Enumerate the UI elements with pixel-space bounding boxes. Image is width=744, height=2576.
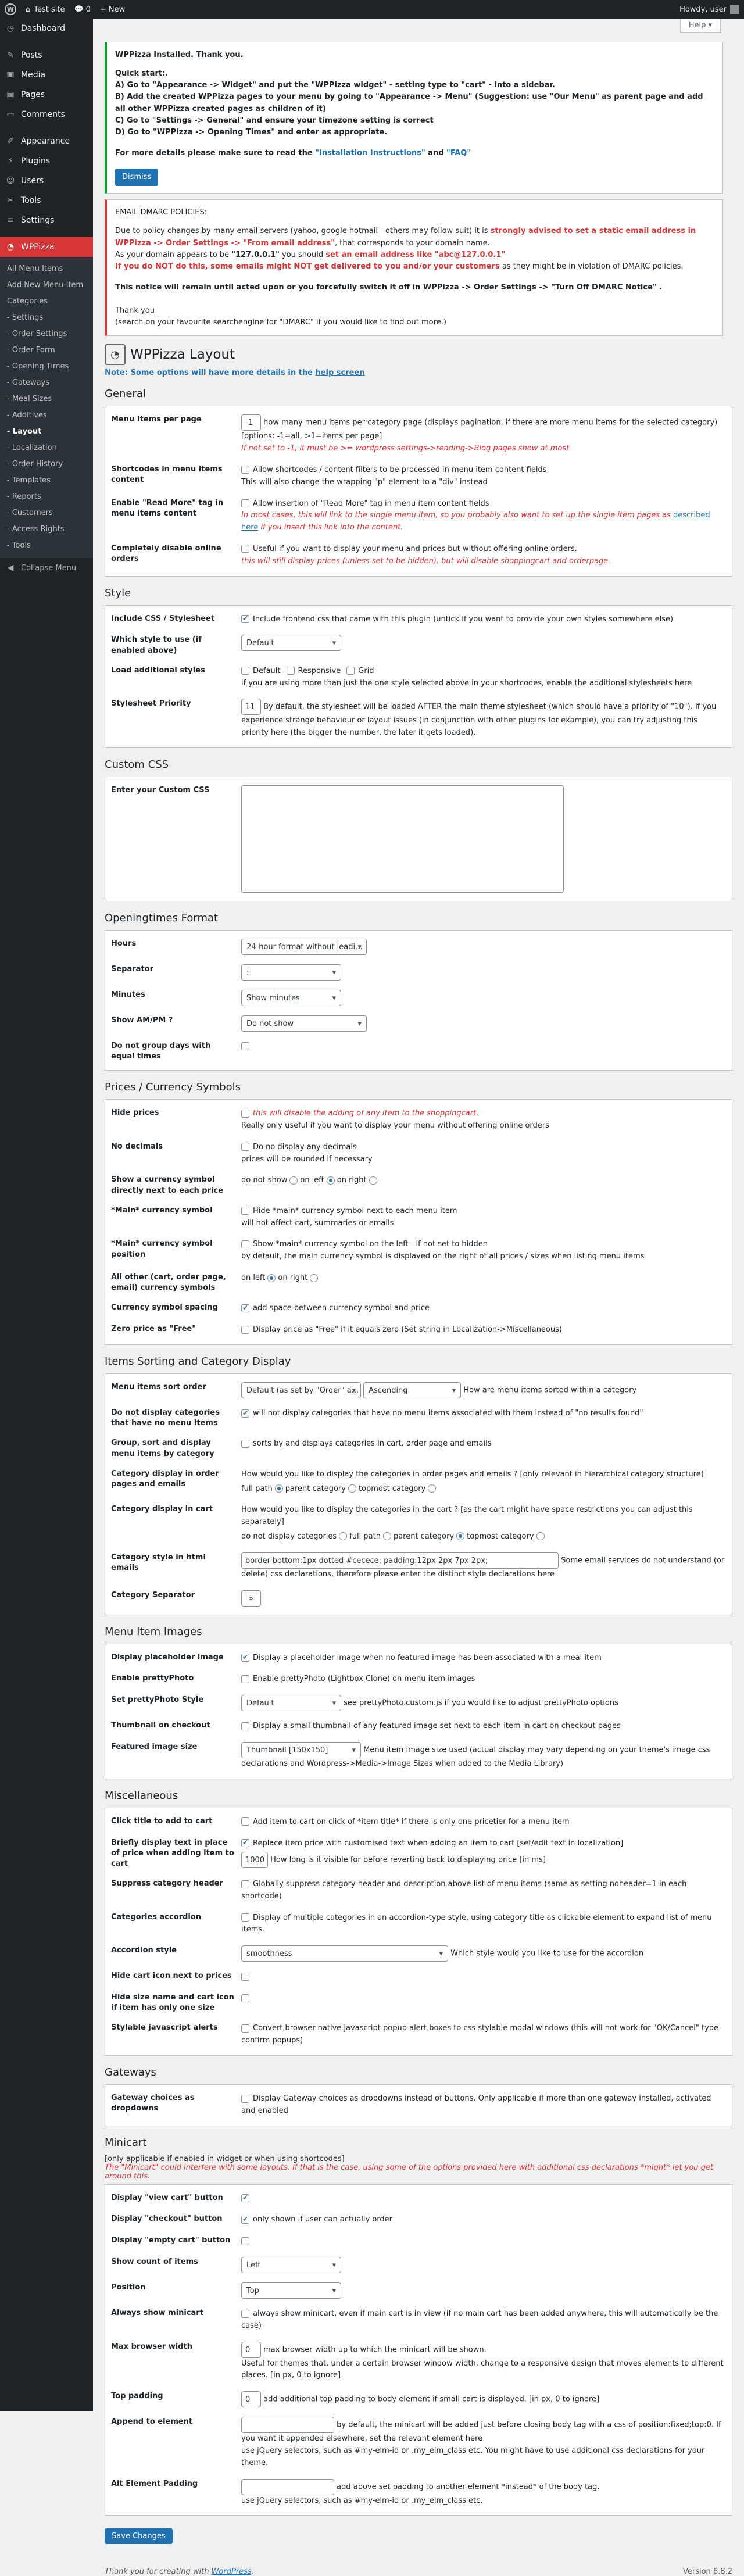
menu-tools[interactable]: ✂ Tools	[0, 191, 93, 210]
catcart-fullpath-radio[interactable]	[383, 1532, 391, 1540]
submenu-add-new-menu-item[interactable]: Add New Menu Item	[7, 281, 84, 289]
menu-settings[interactable]: ≡ Settings	[0, 210, 93, 230]
shortcodes-checkbox[interactable]	[241, 466, 249, 474]
hide-prices-checkbox[interactable]	[241, 1110, 249, 1118]
menu-media[interactable]: ▣ Media	[0, 65, 93, 85]
admin-footer	[105, 2567, 732, 2576]
collapse-menu-button[interactable]: ◀ Collapse Menu	[0, 558, 93, 578]
collapse-icon: ◀	[7, 563, 14, 573]
separator-select[interactable]: : ▾	[241, 964, 341, 981]
category-style-input[interactable]: border-bottom:1px dotted #cecece; padding:12px 2px 7px 2px;	[241, 1552, 559, 1569]
quickstart-step-b: B) Add the created WPPizza pages to your menu by going to "Appearance -> Menu" (Suggestion: use "Our Menu" as parent page and add all other WPPizza created pages as children of it)	[115, 92, 703, 113]
submenu-tools[interactable]: - Tools	[7, 541, 31, 550]
prettyphoto-checkbox[interactable]	[241, 1675, 249, 1683]
comment-icon: 💬	[74, 5, 84, 14]
minicart-note-2: The "Minicart" could interfere with some layouts. If that is the case, using some of the options provided here with additional css declarations *might* let you get around this.	[105, 2163, 713, 2181]
openingtimes-heading: Openingtimes Format	[105, 911, 219, 924]
submenu-layout[interactable]: - Layout	[7, 427, 42, 436]
footer-version: Version 6.8.2	[682, 2567, 732, 2576]
page-icon: ▤	[6, 90, 15, 99]
minicart-position-select[interactable]: Top ▾	[241, 2282, 341, 2299]
prettyphoto-style-select[interactable]: Default ▾	[241, 1695, 341, 1711]
catcart-topmost-radio[interactable]	[536, 1532, 545, 1540]
submenu-customers[interactable]: - Customers	[7, 509, 53, 517]
append-element-input[interactable]	[241, 2417, 334, 2433]
main-currency-left-checkbox[interactable]	[241, 1240, 249, 1248]
hide-main-currency-checkbox[interactable]	[241, 1207, 249, 1215]
empty-cart-checkbox[interactable]	[241, 2237, 249, 2245]
custom-css-textarea[interactable]	[241, 785, 564, 893]
sliders-icon: ≡	[7, 216, 14, 225]
categories-accordion-checkbox[interactable]	[241, 1913, 249, 1922]
media-icon: ▣	[6, 70, 15, 80]
dmarc-line-3: If you do NOT do this, some emails might NOT get delivered to you and/or your customers as they might be in violation of DMARC policies.	[115, 262, 684, 271]
quickstart-heading: Quick start:.	[115, 69, 169, 78]
submenu-templates[interactable]: - Templates	[7, 476, 51, 485]
dmarc-notice	[105, 199, 723, 336]
general-heading: General	[105, 388, 146, 400]
comment-icon: ▭	[6, 110, 15, 119]
click-title-checkbox[interactable]	[241, 1817, 249, 1826]
site-name-link[interactable]: ⌂ Test site	[26, 5, 65, 14]
dmarc-line-2: As your domain appears to be "127.0.0.1" you should set an email address like "abc@127.0.0.1"	[115, 250, 506, 259]
avatar	[730, 5, 739, 14]
currency-right-radio[interactable]	[369, 1176, 377, 1185]
menu-dashboard[interactable]: ◷ Dashboard	[0, 19, 93, 38]
quickstart-step-a: A) Go to "Appearance -> Widget" and put the "WPPizza widget" - setting type to "cart" - into a sidebar.	[115, 81, 555, 90]
view-cart-checkbox[interactable]	[241, 2194, 249, 2202]
misc-section: Click title to add to cart Add item to cart on click of *item title* if there is only one pricetier for a menu item Briefly display text in place of price when adding item to cart ✔Replace item price with customised text when adding an item to cart [set/edit text in localization] 1000 How long is it visible for before reverting back to displaying price [in ms] Suppress category header Globally suppress category header and description above list of menu items (same as setting noheader=1 in each shortcode) Categories accordion Display of multiple categories in an accordion-type style, using category title as clickable element to expand list of menu items. Accordion style smoothness ▾ Which style would you like to use for the accordion Hide cart icon next to prices Hide size name and cart icon if item has only one size Stylable javascript alerts Convert browser native javascript popup alert boxes to css stylable modal windows (this will not work for "OK/Cancel" type confirm popups)	[105, 1808, 732, 2056]
menu-plugins[interactable]: ⚡ Plugins	[0, 151, 93, 171]
wppizza-logo-icon: ◔	[105, 344, 126, 365]
comments-link[interactable]: 💬 0	[74, 5, 91, 14]
currency-left-radio[interactable]	[327, 1176, 335, 1185]
pin-icon: ✎	[7, 51, 14, 60]
plus-icon: +	[99, 5, 106, 14]
minicart-section: Display "view cart" button ✔ Display "checkout" button ✔ only shown if user can actually order Display "empty cart" button Show count of items Left ▾ Position Top ▾ Always show minicart always show minicart, even if main cart is in view (if no main cart has been added anywhere, this will automatically be the case) Max browser width 0 max browser width up to which the minicart will be shown. Useful for themes that, under a certain browser window width, change to a responsive design that moves elements to different places. [in px, 0 to ignore] Top padding 0 add additional top padding to body element if small cart is displayed. [in px, 0 to ignore] Append to element by default, the minicart will be added just before closing body tag with a css of position:fixed;top:0. If you want it appended elsewhere, set the relevant element here use jQuery selectors, such as #my-elm-id or .my_elm_class etc. You might have to use additional css declarations for your theme. Alt Element Padding add above set padding to another element *instead* of the body tag. use jQuery selectors, such as #my-elm-id or .my_elm_class etc.	[105, 2184, 732, 2516]
plug-icon: ⚡	[8, 156, 13, 166]
dismiss-button[interactable]: Dismiss	[115, 169, 158, 186]
submenu-meal-sizes[interactable]: - Meal Sizes	[7, 395, 52, 403]
submenu-all-menu-items[interactable]: All Menu Items	[7, 264, 63, 273]
readmore-checkbox[interactable]	[241, 499, 249, 507]
wrench-icon: ✂	[7, 196, 14, 205]
installation-instructions-link[interactable]: "Installation Instructions"	[315, 148, 425, 158]
stylesheet-priority-input[interactable]: 11	[241, 699, 261, 715]
menu-appearance[interactable]: ✐ Appearance	[0, 131, 93, 151]
max-browser-width-input[interactable]: 0	[241, 2342, 261, 2358]
submenu-access-rights[interactable]: - Access Rights	[7, 525, 65, 534]
submenu-gateways[interactable]: - Gateways	[7, 378, 50, 387]
thumbnail-checkout-checkbox[interactable]	[241, 1722, 249, 1730]
dmarc-line-1: Due to policy changes by many email servers (yahoo, google hotmail - others may follow suit) it is strongly advised to set a static email address in WPPizza -> Order Settings -> "From email address", that corresponds to your domain name.	[115, 227, 696, 248]
group-by-category-checkbox[interactable]	[241, 1440, 249, 1448]
submenu-settings[interactable]: - Settings	[7, 313, 44, 322]
prices-heading: Prices / Currency Symbols	[105, 1081, 241, 1094]
submenu-opening-times[interactable]: - Opening Times	[7, 362, 69, 371]
wordpress-link[interactable]: WordPress	[211, 2567, 252, 2576]
menu-pages[interactable]: ▤ Pages	[0, 85, 93, 105]
prices-section: Hide prices this will disable the adding of any item to the shoppingcart. Really only useful if you want to display your menu without offering online orders No decimals Do no display any decimals prices will be rounded if necessary Show a currency symbol directly next to each price do not show on left on right *Main* currency symbol Hide *main* currency symbol next to each menu item will not affect cart, summaries or emails *Main* currency symbol position Show *main* currency symbol on the left - if not set to hidden by default, the main currency symbol is displayed on the right of all prices / sizes when listing menu items All other (cart, order page, email) currency symbols on left on right Currency symbol spacing ✔ add space between currency symbol and price Zero price as "Free" Display price as "Free" if it equals zero (Set string in Localization->Miscellaneous)	[105, 1099, 732, 1345]
stylable-alerts-checkbox[interactable]	[241, 2024, 249, 2033]
quickstart-step-d: D) Go to "WPPizza -> Opening Times" and enter as appropriate.	[115, 127, 388, 137]
help-tab-button[interactable]: Help ▾	[680, 19, 721, 33]
include-css-checkbox[interactable]	[241, 615, 249, 623]
user-icon: ☺	[6, 176, 15, 185]
images-section: Display placeholder image ✔ Display a placeholder image when no featured image has been associated with a meal item Enable prettyPhoto Enable prettyPhoto (Lightbox Clone) on menu item images Set prettyPhoto Style Default ▾ see prettyPhoto.custom.js if you would like to adjust prettyPhoto options Thumbnail on checkout Display a small thumbnail of any featured image set next to each item in cart on checkout pages Featured image size Thumbnail [150x150] ▾ Menu item image size used (actual display may vary depending on your theme's image css declarations and Wordpress->Media->Image Sizes when added to the Media Library)	[105, 1644, 732, 1779]
currency-spacing-checkbox[interactable]	[241, 1304, 249, 1312]
dmarc-title: EMAIL DMARC POLICIES:	[115, 208, 208, 217]
wordpress-logo-icon: W	[5, 3, 16, 15]
top-padding-input[interactable]: 0	[241, 2391, 261, 2407]
openingtimes-section: Hours 24-hour format without leadi... ▾ Separator : ▾ Minutes Show minutes ▾ Show AM/PM ? Do not show ▾ Do not group days with equal times	[105, 930, 732, 1071]
pizza-icon: ◔	[6, 242, 15, 252]
menu-comments[interactable]: ▭ Comments	[0, 105, 93, 124]
described-here-link[interactable]: described here	[241, 511, 710, 532]
submenu-localization[interactable]: - Localization	[7, 443, 57, 452]
submenu-order-history[interactable]: - Order History	[7, 460, 63, 468]
misc-heading: Miscellaneous	[105, 1789, 178, 1802]
catdisp-fullpath-radio[interactable]	[275, 1484, 283, 1493]
minicart-note-1: [only applicable if enabled in widget or when using shortcodes]	[105, 2154, 345, 2163]
faq-link[interactable]: "FAQ"	[446, 148, 471, 158]
footer-thanks: Thank you for creating with WordPress.	[105, 2567, 254, 2576]
disable-orders-checkbox[interactable]	[241, 545, 249, 553]
style-section: Include CSS / Stylesheet ✔ Include frontend css that came with this plugin (untick if you want to provide your own styles somewhere else) Which style to use (if enabled above) Default ▾ Load additional styles Default Responsive Grid if you are using more than just the one style selected above in your shortcodes, enable the additional stylesheets here Stylesheet Priority 11 By default, the stylesheet will be loaded AFTER the main theme stylesheet (which should have a priority of "10"). If you experience strange behaviour or layout issues (in conjunction with other plugins for example), you can try adjusting this priority here (the bigger the number, the later it gets loaded).	[105, 605, 732, 748]
briefly-duration-input[interactable]: 1000	[241, 1852, 268, 1868]
gateway-dropdown-checkbox[interactable]	[241, 2095, 249, 2103]
accordion-style-select[interactable]: smoothness ▾	[241, 1945, 448, 1962]
featured-image-size-select[interactable]: Thumbnail [150x150] ▾	[241, 1742, 361, 1758]
other-currency-left-radio[interactable]	[267, 1274, 276, 1282]
main-content	[105, 19, 732, 2576]
zero-free-checkbox[interactable]	[241, 1326, 249, 1334]
wordpress-logo-menu[interactable]	[0, 0, 21, 19]
submenu-additives[interactable]: - Additives	[7, 411, 47, 420]
briefly-display-checkbox[interactable]	[241, 1839, 249, 1847]
sort-order-select[interactable]: Default (as set by "Order" a... ▾	[241, 1382, 361, 1398]
sorting-heading: Items Sorting and Category Display	[105, 1355, 291, 1368]
wppizza-submenu	[0, 257, 93, 558]
hours-format-select[interactable]: 24-hour format without leadi... ▾	[241, 939, 367, 955]
help-screen-link[interactable]: help screen	[315, 368, 365, 378]
menu-wppizza[interactable]: ◔ WPPizza	[0, 237, 93, 257]
details-line: For more details please make sure to read the "Installation Instructions" and "FAQ"	[115, 148, 471, 158]
dmarc-search: (search on your favourite searchengine for "DMARC" if you would like to find out more.)	[115, 318, 446, 327]
hide-cart-icon-checkbox[interactable]	[241, 1973, 249, 1981]
load-grid-checkbox[interactable]	[346, 667, 355, 675]
hide-size-name-checkbox[interactable]	[241, 1994, 249, 2002]
admin-sidebar	[0, 19, 93, 2411]
load-responsive-checkbox[interactable]	[287, 667, 295, 675]
style-heading: Style	[105, 586, 131, 599]
page-title: ◔ WPPizza Layout	[105, 344, 732, 365]
nogroup-checkbox[interactable]	[241, 1042, 249, 1050]
catdisp-parent-radio[interactable]	[348, 1484, 356, 1493]
item-count-select[interactable]: Left ▾	[241, 2257, 341, 2273]
install-notice-title: WPPizza Installed. Thank you.	[115, 51, 244, 59]
suppress-header-checkbox[interactable]	[241, 1880, 249, 1888]
load-default-checkbox[interactable]	[241, 667, 249, 675]
hide-empty-categories-checkbox[interactable]	[241, 1409, 249, 1418]
placeholder-image-checkbox[interactable]	[241, 1654, 249, 1662]
admin-bar	[0, 0, 744, 19]
catcart-none-radio[interactable]	[339, 1532, 347, 1540]
menu-items-per-page-input[interactable]: -1	[241, 414, 261, 431]
home-icon: ⌂	[26, 5, 31, 14]
install-notice	[105, 42, 723, 194]
catdisp-topmost-radio[interactable]	[428, 1484, 436, 1493]
category-separator-input[interactable]: »	[241, 1590, 261, 1607]
ampm-select[interactable]: Do not show ▾	[241, 1015, 367, 1032]
minutes-select[interactable]: Show minutes ▾	[241, 990, 341, 1006]
catcart-parent-radio[interactable]	[456, 1532, 464, 1540]
alt-element-padding-input[interactable]	[241, 2479, 334, 2495]
dashboard-icon: ◷	[6, 24, 15, 33]
help-screen-note: Note: Some options will have more details in the help screen	[105, 368, 365, 378]
submenu-order-form[interactable]: - Order Form	[7, 346, 55, 355]
no-decimals-checkbox[interactable]	[241, 1143, 249, 1151]
new-content-link[interactable]: + New	[99, 5, 126, 14]
submenu-order-settings[interactable]: - Order Settings	[7, 330, 67, 338]
submenu-categories[interactable]: Categories	[7, 297, 48, 306]
quickstart-step-c: C) Go to "Settings -> General" and ensure your timezone setting is correct	[115, 116, 434, 125]
sorting-section: Menu items sort order Default (as set by "Order" a... ▾ Ascending ▾ How are menu items sorted within a category Do not display categories that have no menu items ✔will not display categories that have no menu items associated with them instead of "no results found" Group, sort and display menu items by category sorts by and displays categories in cart, order page and emails Category display in order pages and emails How would you like to display the categories in order pages and emails ? [only relevant in hierarchical category structure] full path parent category topmost category Category display in cart How would you like to display the categories in the cart ? [as the cart might have space restrictions you can adjust this separately] do not display categories full path parent category topmost category Category style in html emails border-bottom:1px dotted #cecece; padding:12px 2px 7px 2px; Some email services do not understand (or delete) css declarations, therefore please enter the distinct style declarations here Category Separator »	[105, 1373, 732, 1615]
dmarc-thanks: Thank you	[115, 306, 155, 316]
checkout-button-checkbox[interactable]	[241, 2216, 249, 2224]
my-account-link[interactable]: Howdy, user	[675, 0, 744, 19]
menu-users[interactable]: ☺ Users	[0, 171, 93, 191]
dmarc-line-4: This notice will remain until acted upon or you forcefully switch it off in WPPizza -> Order Settings -> "Turn Off DMARC Notice" .	[115, 282, 663, 292]
general-section: Menu Items per page -1 how many menu items per category page (displays pagination, if there are more menu items for the selected category)[options: -1=all, >1=items per page] If not set to -1, it must be >= wordpress settings->reading->Blog pages show at most Shortcodes in menu items content Allow shortcodes / content filters to be processed in menu item content fields This will also change the wrapping "p" element to a "div" instead Enable "Read More" tag in menu items content Allow insertion of "Read More" tag in menu item content fields In most cases, this will link to the single menu item, so you probably also want to set up the single item pages as described here if you insert this link into the content. Completely disable online orders Useful if you want to display your menu and prices but without offering online orders. this will still display prices (unless set to be hidden), but will disable shoppingcart and orderpage.	[105, 406, 732, 576]
style-select[interactable]: Default ▾	[241, 635, 341, 651]
custom-css-section: Enter your Custom CSS	[105, 777, 732, 901]
minicart-heading: Minicart	[105, 2136, 147, 2149]
submenu-reports[interactable]: - Reports	[7, 492, 41, 501]
always-show-minicart-checkbox[interactable]	[241, 2310, 249, 2318]
gateways-section: Gateway choices as dropdowns Display Gateway choices as dropdowns instead of buttons. Only applicable if more than one gateway installed, activated and enabled	[105, 2084, 732, 2126]
custom-css-heading: Custom CSS	[105, 758, 169, 771]
sort-direction-select[interactable]: Ascending ▾	[363, 1382, 461, 1398]
gateways-heading: Gateways	[105, 2066, 156, 2079]
currency-noshow-radio[interactable]	[289, 1176, 298, 1185]
brush-icon: ✐	[7, 137, 14, 146]
images-heading: Menu Item Images	[105, 1625, 202, 1638]
save-changes-button[interactable]: Save Changes	[105, 2528, 173, 2544]
menu-posts[interactable]: ✎ Posts	[0, 45, 93, 65]
other-currency-right-radio[interactable]	[310, 1274, 318, 1282]
